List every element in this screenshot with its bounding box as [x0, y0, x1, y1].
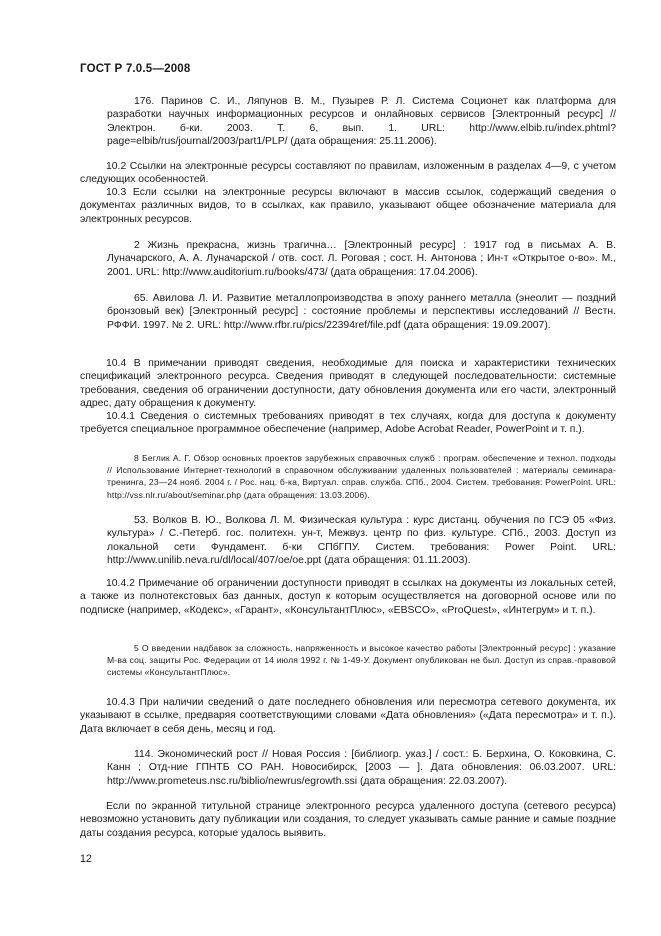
- example-2: 2 Жизнь прекрасна, жизнь трагична… [Электронный ресурс] : 1917 год в письмах А. В. Луначарского, А. А. Луначарской / отв. сост. Л. Роговая ; сост. Н. Антонова ; Ин-т «Открытое о-во». М., 2001. URL: http://www.auditorium.ru/books/473/ (дата обращения: 17.04.2006).: [107, 240, 616, 278]
- paragraph-final: Если по экранной титульной странице электронного ресурса удаленного доступа (сетевого ресурса) невозможно установить дату публикации или создания, то следует указывать самые ранние и самые поздние даты создания ресурса, которые удалось выявить.: [80, 801, 616, 839]
- example-8: 8 Беглик А. Г. Обзор основных проектов зарубежных справочных служб : програм. обеспечение и технол. подходы // Использование Интернет-технологий в справочном обслуживании удаленных пользователей : материалы семинара-тренинга, 23—24 нояб. 2004 г. / Рос. нац. б-ка, Виртуал. справ. служба. СПб., 2004. Систем. требования: PowerPoint. URL: http://vss.nlr.ru/about/seminar.php (дата обращения: 13.03.2006).: [107, 453, 616, 500]
- paragraph-10-4: 10.4 В примечании приводят сведения, необходимые для поиска и характеристики технических спецификаций электронного ресурса. Сведения приводят в следующей последовательности: системные требования, сведения об ограничении доступности, дату обновления документа или его части, электронный адрес, дату обращения к документу.: [80, 358, 616, 409]
- example-176: 176. Паринов С. И., Ляпунов В. М., Пузырев Р. Л. Система Соционет как платформа для разработки научных информационных ресурсов и онлайновых сервисов [Электронный ресурс] // Электрон. б-ки. 2003. Т. 6, вып. 1. URL: http://www.elbib.ru/index.phtml?page=elbib/rus/journal/2003/part1/PLP/ (дата обращения: 25.11.2006).: [107, 96, 616, 147]
- example-114: 114. Экономический рост // Новая Россия : [библиогр. указ.] / сост.: Б. Берхина, О. Коковкина, С. Канн ; Отд-ние ГПНТБ СО РАН. Новосибирск, [2003 — ]. Дата обновления: 06.03.2007. URL: http://www.prometeus.nsc.ru/biblio/newrus/egrowth.ssi (дата обращения: 22.03.2007).: [107, 749, 616, 787]
- paragraph-10-4-3: 10.4.3 При наличии сведений о дате последнего обновления или пересмотра сетевого документа, их указывают в ссылке, предваряя соответствующими словами «Дата обновления» («Дата пересмотра» и т. п.). Дата включает в себя день, месяц и год.: [80, 697, 616, 735]
- example-65: 65. Авилова Л. И. Развитие металлопроизводства в эпоху раннего металла (энеолит — поздний бронзовый век) [Электронный ресурс] : состояние проблемы и перспективы исследований // Вестн. РФФИ. 1997. № 2. URL: http://www.rfbr.ru/pics/22394ref/file.pdf (дата обращения: 19.09.2007).: [107, 293, 616, 331]
- paragraph-10-3: 10.3 Если ссылки на электронные ресурсы включают в массив ссылок, содержащий сведения о документах различных видов, то в ссылках, как правило, указывают общее обозначение материала для электронных ресурсов.: [80, 187, 616, 225]
- document-header: ГОСТ Р 7.0.5—2008: [80, 63, 191, 75]
- example-5: 5 О введении надбавок за сложность, напряженность и высокое качество работы [Электронный ресурс] : указание М-ва соц. защиты Рос. Федерации от 14 июля 1992 г. № 1-49-У. Документ опубликован не был. Доступ из справ.-правовой системы «КонсультантПлюс».: [107, 643, 616, 678]
- paragraph-10-4-2: 10.4.2 Примечание об ограничении доступности приводят в ссылках на документы из локальных сетей, а также из полнотекстовых баз данных, доступ к которым осуществляется на договорной основе или по подписке (например, «Кодекс», «Гарант», «КонсультантПлюс», «EBSCO», «ProQuest», «Интегрум» и т. п.).: [80, 578, 616, 616]
- paragraph-10-4-1: 10.4.1 Сведения о системных требованиях приводят в тех случаях, когда для доступа к документу требуется специальное программное обеспечение (например, Adobe Acrobat Reader, PowerPoint и т. п.).: [80, 411, 616, 436]
- page-number: 12: [80, 853, 92, 865]
- example-53: 53. Волков В. Ю., Волкова Л. М. Физическая культура : курс дистанц. обучения по ГСЭ 05 «Физ. культура» / С.-Петерб. гос. политехн. ун-т, Межвуз. центр по физ. культуре. СПб., 2003. Доступ из локальной сети Фундамент. б-ки СПбГПУ. Систем. требования: Power Point. URL: http://www.unilib.neva.ru/dl/local/407/oe/oe.ppt (дата обращения: 01.11.2003).: [107, 515, 616, 566]
- paragraph-10-2: 10.2 Ссылки на электронные ресурсы составляют по правилам, изложенным в разделах 4—9, с учетом следующих особенностей.: [80, 161, 616, 186]
